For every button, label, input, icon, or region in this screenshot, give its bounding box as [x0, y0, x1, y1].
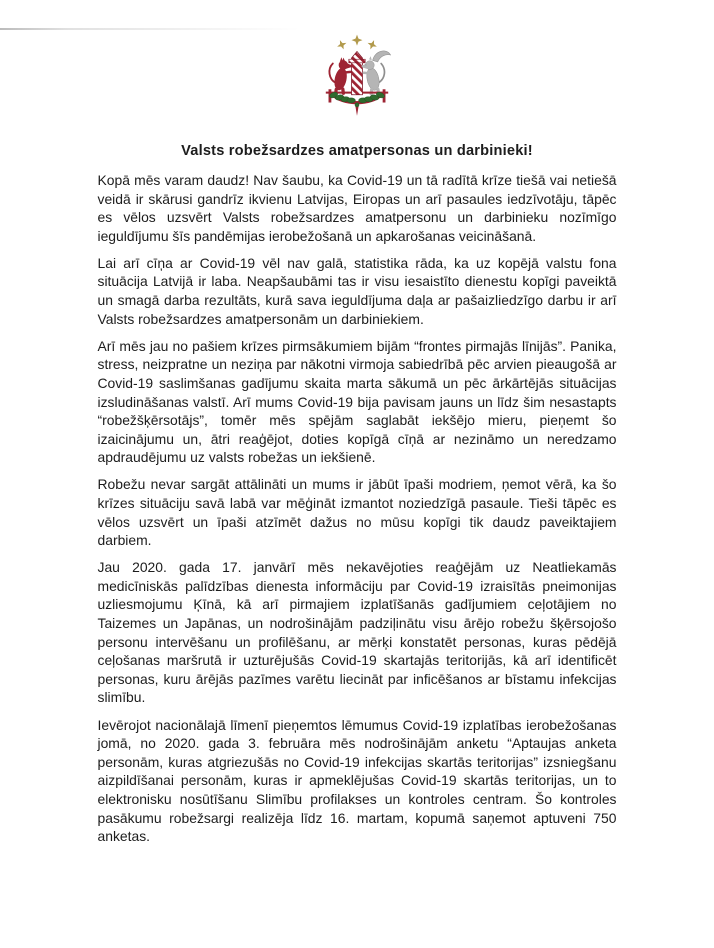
scan-artifact-line — [0, 28, 300, 30]
body-paragraph: Jau 2020. gada 17. janvārī mēs nekavējoties reaģējām uz Neatliekamās medicīniskās palīdzības dienesta informāciju par Covid-19 izraisītās pneimonijas uzliesmojumu Ķīnā, kā arī pirmajiem izplatīšanās gadījumiem ceļotājiem no Taizemes un Japānas, un nodrošinājām padziļinātu visu ārējo robežu šķērsojošo personu intervēšanu un profilēšanu, ar mērķi konstatēt personas, kuras pēdējā ceļošanas maršrutā ir uzturējušās Covid-19 skartajās teritorijās, kā arī identificēt personas, kuru ārējās pazīmes varētu liecināt par inficēšanos ar bīstamu infekcijas slimību. — [97, 559, 617, 706]
body-paragraph: Robežu nevar sargāt attālināti un mums ir jābūt īpaši modriem, ņemot vērā, ka šo krīzes situāciju savā labā var mēģināt izmantot noziedzīgā pasaule. Tieši tāpēc es vēlos uzsvērt un īpaši atzīmēt dažus no mūsu kopīgi tik daudz paveiktajiem darbiem. — [97, 476, 617, 549]
coat-of-arms-emblem — [318, 33, 396, 119]
coat-of-arms-svg — [318, 33, 396, 119]
letter-body — [98, 171, 617, 846]
gold-stars-icon — [335, 35, 378, 52]
page-title: Valsts robežsardzes amatpersonas un darbinieki! — [181, 143, 533, 159]
body-paragraph: Ievērojot nacionālajā līmenī pieņemtos lēmumus Covid-19 izplatības ierobežošanas jomā, no 2020. gada 3. februāra mēs nodrošinājām anketu “Aptaujas anketa personām, kuras atgriezušās no Covid-19 infekcijas skartās teritorijas” izsniegšanu aizpildīšanai personām, kuras ir apmeklējušas Covid-19 skartās teritorijas, un to elektronisku nosūtīšanu Slimību profilakses un kontroles centram. Šo kontroles pasākumu robežsargi realizēja līdz 16. martam, kopumā saņemot aptuveni 750 anketas. — [97, 716, 617, 845]
griffin-figure — [361, 51, 390, 96]
body-paragraph: Lai arī cīņa ar Covid-19 vēl nav galā, statistika rāda, ka uz kopējā valstu fona situācija Latvijā ir laba. Neapšaubāmi tas ir visu iesaistīto dienestu kopīgi paveiktā un smagā darba rezultāts, kurā sava ieguldījuma daļa ar pašaizliedzīgo darbu ir arī Valsts robežsardzes amatpersonām un darbiniekiem. — [97, 254, 617, 327]
body-paragraph: Kopā mēs varam daudz! Nav šaubu, ka Covid-19 un tā radītā krīze tiešā vai netiešā veidā ir skārusi gandrīz ikvienu Latvijas, Eiropas un arī pasaules iedzīvotāju, tāpēc es vēlos uzsvērt Valsts robežsardzes amatpersonu un darbinieku nozīmīgo ieguldījumu šīs pandēmijas ierobežošanā un apkarošanas veicināšanā. — [97, 172, 617, 244]
body-paragraph: Arī mēs jau no pašiem krīzes pirmsākumiem bijām “frontes pirmajās līnijās”. Panika, stress, neizpratne un neziņa par nākotni virmoja sabiedrībā pēc arvien pieaugošā ar Covid-19 saslimšanas gadījumu skaita marta sākumā un pēc ārkārtējās situācijas izsludināšanas valstī. Arī mums Covid-19 bija pavisam jauns un līdz šim nesastapts “robežšķērsotājs”, tomēr mēs spējām saglabāt iekšējo mieru, pieņemt šo izaicinājumu un, ātri reaģējot, doties kopīgā cīņā ar nezināmo un neredzamo apdraudējumu uz valsts robežas un iekšienē. — [97, 337, 617, 466]
